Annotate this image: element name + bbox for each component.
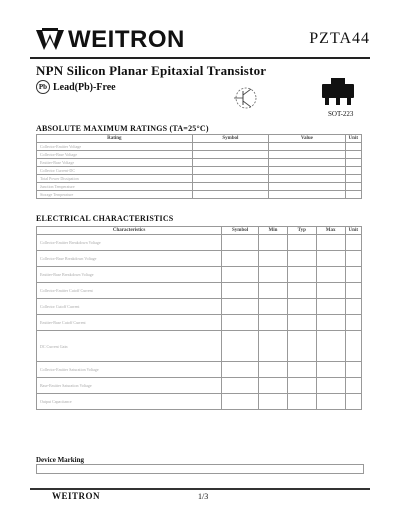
- rating-cell: Emitter-Base Voltage: [37, 159, 193, 167]
- table-row: [37, 267, 362, 283]
- device-marking-title: Device Marking: [36, 456, 85, 464]
- column-header: Symbol: [192, 135, 268, 143]
- absolute-max-title: ABSOLUTE MAXIMUM RATINGS (TA=25°C): [36, 124, 209, 133]
- table-row: [37, 331, 362, 362]
- column-header: Typ: [287, 227, 316, 235]
- brand-name: WEITRON: [68, 26, 185, 53]
- rating-cell: Collector-Base Voltage: [37, 151, 193, 159]
- table-row: [37, 299, 362, 315]
- column-header: Unit: [345, 135, 361, 143]
- table-row: [37, 175, 362, 183]
- part-number: PZTA44: [309, 30, 370, 47]
- column-header: Characteristics: [37, 227, 222, 235]
- footer-brand: WEITRON: [52, 491, 101, 501]
- rating-cell: Storage Temperature: [37, 191, 193, 199]
- characteristic-cell: Emitter-Base Breakdown Voltage: [37, 267, 222, 283]
- characteristic-cell: Collector Cutoff Current: [37, 299, 222, 315]
- table-row: [37, 283, 362, 299]
- header-rule: [30, 57, 370, 59]
- rating-cell: Junction Temperature: [37, 183, 193, 191]
- column-header: Symbol: [222, 227, 259, 235]
- characteristic-cell: Collector-Emitter Breakdown Voltage: [37, 235, 222, 251]
- table-row: [37, 394, 362, 410]
- footer-rule: [30, 488, 370, 490]
- characteristic-cell: Output Capacitance: [37, 394, 222, 410]
- sot223-package-icon: [318, 78, 358, 108]
- package-label: SOT-223: [328, 110, 354, 118]
- table-row: [37, 151, 362, 159]
- transistor-symbol-icon: [232, 84, 262, 112]
- characteristic-cell: Collector-Emitter Saturation Voltage: [37, 362, 222, 378]
- characteristic-cell: Collector-Emitter Cutoff Current: [37, 283, 222, 299]
- column-header: Min: [259, 227, 288, 235]
- electrical-table: [36, 226, 362, 410]
- table-row: [37, 167, 362, 175]
- product-subtitle: NPN Silicon Planar Epitaxial Transistor: [36, 63, 267, 78]
- table-row: [37, 378, 362, 394]
- electrical-title: ELECTRICAL CHARACTERISTICS: [36, 214, 174, 223]
- table-row: [37, 143, 362, 151]
- weitron-logo-icon: [36, 28, 64, 52]
- characteristic-cell: Emitter-Base Cutoff Current: [37, 315, 222, 331]
- lead-free-label: Lead(Pb)-Free: [53, 81, 116, 93]
- table-row: [37, 191, 362, 199]
- table-row: [37, 159, 362, 167]
- table-row: [37, 362, 362, 378]
- column-header: Rating: [37, 135, 193, 143]
- table-row: [37, 235, 362, 251]
- pb-free-icon: Pb: [36, 80, 50, 94]
- rating-cell: Collector Current-DC: [37, 167, 193, 175]
- table-row: [37, 315, 362, 331]
- brand-logo: [36, 26, 206, 54]
- column-header: Max: [316, 227, 345, 235]
- rating-cell: Collector-Emitter Voltage: [37, 143, 193, 151]
- column-header: Value: [269, 135, 345, 143]
- table-row: [37, 183, 362, 191]
- characteristic-cell: Base-Emitter Saturation Voltage: [37, 378, 222, 394]
- lead-free-badge: [36, 80, 116, 94]
- table-row: [37, 251, 362, 267]
- table-header-row: [37, 227, 362, 235]
- rating-cell: Total Power Dissipation: [37, 175, 193, 183]
- table-header-row: [37, 135, 362, 143]
- page-number: 1/3: [198, 492, 209, 501]
- column-header: Unit: [345, 227, 361, 235]
- absolute-max-table: [36, 134, 362, 199]
- characteristic-cell: DC Current Gain: [37, 331, 222, 362]
- characteristic-cell: Collector-Base Breakdown Voltage: [37, 251, 222, 267]
- device-marking-box: [36, 464, 364, 474]
